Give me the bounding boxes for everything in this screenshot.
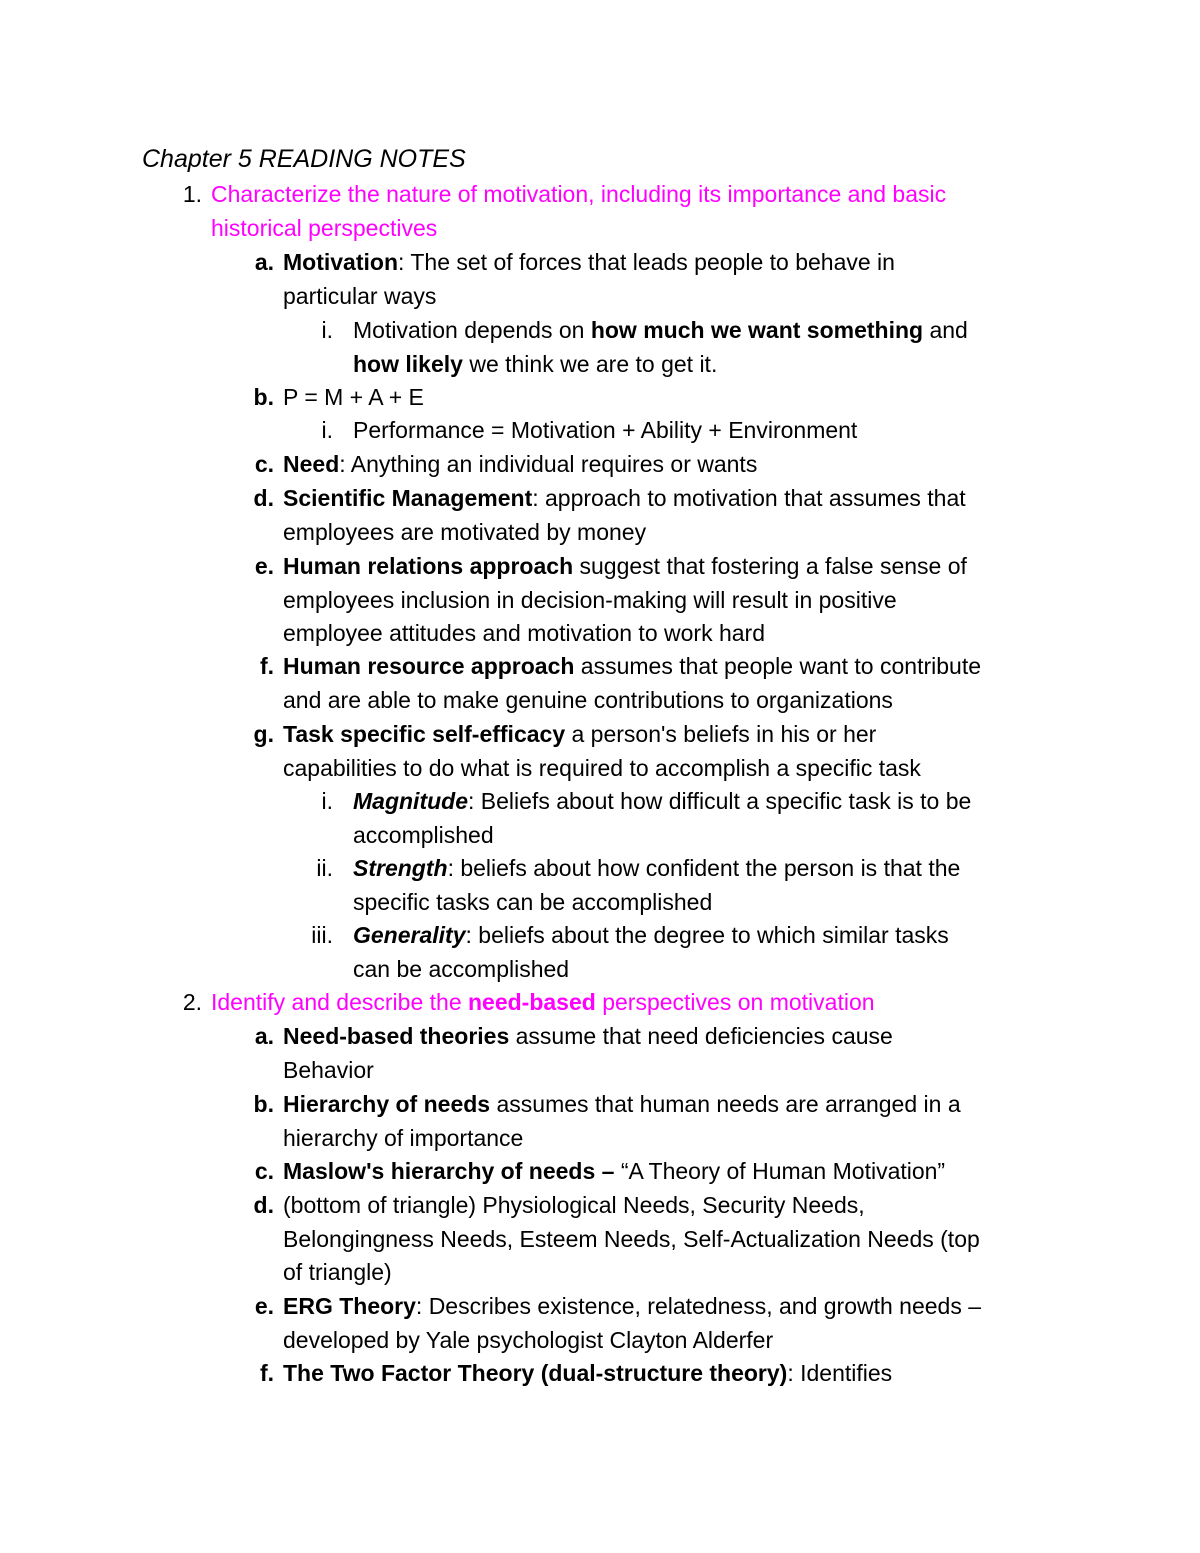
item-text: assumes that people want to contribute (574, 653, 981, 679)
list-item (254, 246, 1083, 313)
item-text: Performance = Motivation + Ability + Environment (353, 417, 858, 443)
item-text: P = M + A + E (283, 384, 424, 410)
list-subitem (321, 314, 1083, 381)
list-marker: f. (259, 1360, 274, 1386)
list-marker: 1. (182, 181, 202, 207)
term: Task specific self-efficacy (283, 721, 566, 747)
list-item (259, 1357, 1083, 1391)
list-marker: e. (254, 1293, 274, 1319)
item-text: employee attitudes and motivation to work hard (283, 620, 765, 647)
term: The Two Factor Theory (dual-structure theory) (283, 1360, 788, 1386)
list-item (253, 381, 1083, 415)
item-text: we think we are to get it. (462, 350, 718, 377)
list-marker: i. (321, 417, 333, 443)
item-text: : Anything an individual requires or wants (339, 451, 758, 477)
item-text: : Identifies (787, 1360, 893, 1386)
list-marker: c. (254, 1158, 274, 1184)
item-text: : Beliefs about how difficult a specific task is to be (468, 788, 972, 814)
list-subitem (321, 785, 1083, 852)
item-text: : The set of forces that leads people to behave in (398, 249, 895, 275)
item-text: can be accomplished (353, 955, 570, 982)
list-item (254, 1290, 1083, 1357)
item-text: accomplished (353, 821, 494, 848)
item-text: Behavior (283, 1056, 374, 1083)
list-marker: 2. (182, 989, 202, 1015)
item-text: : beliefs about how confident the person is that the (447, 855, 961, 881)
term: Magnitude (353, 788, 468, 814)
list-item (254, 550, 1083, 651)
item-text: of triangle) (283, 1259, 392, 1286)
item-text: and are able to make genuine contributions to organizations (283, 686, 893, 713)
list-item (254, 448, 1083, 482)
item-text: : Describes existence, relatedness, and growth needs – (415, 1293, 982, 1319)
section-2-heading (182, 986, 1111, 1020)
item-text: particular ways (283, 282, 437, 309)
list-subitem (321, 414, 1083, 448)
bold-phrase: how much we want something (590, 317, 924, 343)
list-marker: g. (253, 721, 274, 747)
list-marker: i. (321, 317, 333, 343)
item-text: a person's beliefs in his or her (565, 721, 877, 747)
list-marker: b. (253, 384, 274, 410)
bold-phrase: how likely (353, 350, 463, 377)
list-subitem (311, 919, 1083, 986)
term: Maslow's hierarchy of needs – (283, 1158, 615, 1184)
list-item (254, 1155, 1083, 1189)
list-marker: e. (254, 553, 274, 579)
heading-line: Characterize the nature of motivation, including its importance and basic (211, 181, 947, 207)
term: Human relations approach (283, 553, 574, 579)
list-marker: a. (254, 1023, 274, 1049)
item-text: specific tasks can be accomplished (353, 888, 713, 915)
item-text: hierarchy of importance (283, 1124, 524, 1151)
term: Generality (353, 922, 466, 948)
list-marker: i. (321, 788, 333, 814)
term: Need (283, 451, 340, 477)
list-item (253, 1189, 1083, 1290)
item-text: assumes that human needs are arranged in a (490, 1091, 961, 1117)
list-marker: d. (253, 485, 274, 511)
heading-text: perspectives on motivation (595, 989, 875, 1015)
term: Need-based theories (283, 1023, 510, 1049)
item-text: assume that need deficiencies cause (509, 1023, 893, 1049)
term: Motivation (283, 249, 398, 275)
list-marker: d. (253, 1192, 274, 1218)
item-text: “A Theory of Human Motivation” (614, 1158, 946, 1184)
section-1-heading (182, 178, 1111, 245)
list-item (253, 1088, 1083, 1155)
item-text: employees inclusion in decision-making will result in positive (283, 586, 897, 613)
list-item (253, 718, 1083, 785)
heading-line: historical perspectives (211, 214, 438, 241)
item-text: employees are motivated by money (283, 518, 647, 545)
item-text: Belongingness Needs, Esteem Needs, Self-Actualization Needs (top (283, 1225, 980, 1252)
list-marker: b. (253, 1091, 274, 1117)
term: Strength (353, 855, 448, 881)
term: ERG Theory (283, 1293, 416, 1319)
item-text: capabilities to do what is required to accomplish a specific task (283, 754, 921, 781)
list-item (259, 650, 1083, 717)
item-text: developed by Yale psychologist Clayton Alderfer (283, 1326, 774, 1353)
term: Human resource approach (283, 653, 575, 679)
item-text: Motivation depends on (353, 317, 591, 343)
list-marker: c. (254, 451, 274, 477)
item-text: and (923, 317, 968, 343)
heading-bold: need-based (468, 989, 596, 1015)
list-marker: a. (254, 249, 274, 275)
list-item (253, 482, 1083, 549)
heading-text: Identify and describe the (211, 989, 468, 1015)
list-marker: iii. (311, 922, 333, 948)
list-subitem (316, 852, 1083, 919)
list-marker: ii. (316, 855, 333, 881)
item-text: : beliefs about the degree to which similar tasks (465, 922, 949, 948)
term: Hierarchy of needs (283, 1091, 491, 1117)
page-title: Chapter 5 READING NOTES (142, 145, 466, 173)
term: Scientific Management (283, 485, 533, 511)
list-marker: f. (259, 653, 274, 679)
item-text: suggest that fostering a false sense of (573, 553, 967, 579)
item-text: (bottom of triangle) Physiological Needs, Security Needs, (283, 1192, 865, 1218)
item-text: : approach to motivation that assumes that (532, 485, 966, 511)
list-item (254, 1020, 1083, 1087)
